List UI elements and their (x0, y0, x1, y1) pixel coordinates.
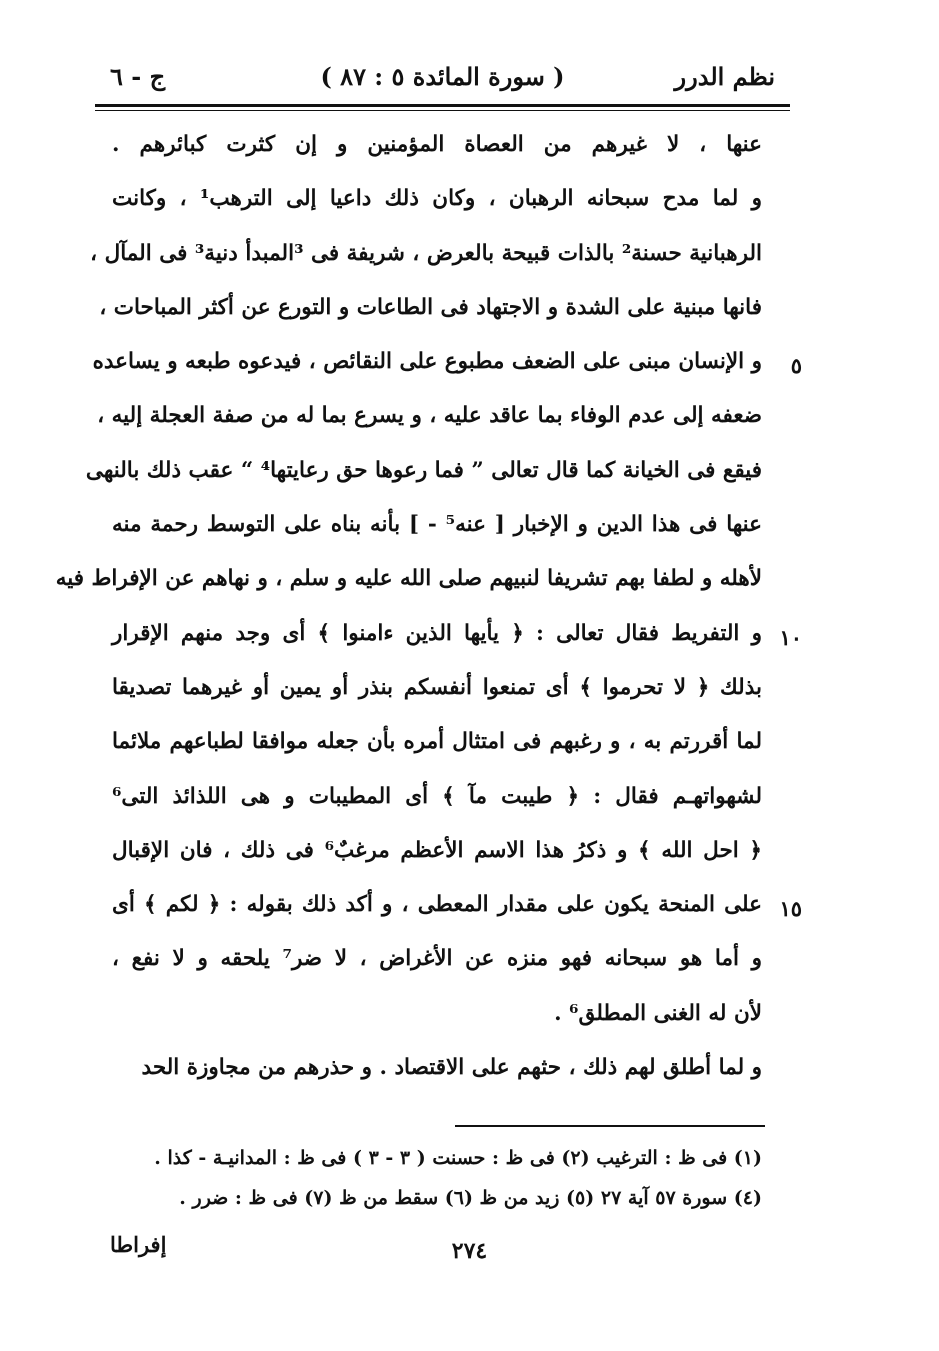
volume-number: ج - ٦ (110, 62, 166, 91)
text-line: و لما مدح سبحانه الرهبان ، وكان ذلك داعيا إلى الترهب¹ ، وكانت (112, 186, 762, 212)
header-rule-thick (95, 104, 790, 107)
text-line: لشهواتهـم فقال : ﴿ طيبت مآ ﴾ أى المطيبات و هى اللذائذ التى⁶ (112, 783, 762, 809)
text-line: عنها ، لا غيرهم من العصاة المؤمنين و إن كثرت كبائرهم . (112, 132, 762, 157)
text-line: ﴿ احل الله ﴾ و ذكرُ هذا الاسم الأعظم مرغبٌ⁶ فى ذلك ، فان الإقبال (112, 837, 762, 863)
footnote-line: (٤) سورة ٥٧ آية ٢٧ (٥) زيد من ظ (٦) سقط من ظ (٧) فى ظ : ضرر . (179, 1187, 762, 1209)
text-line: على المنحة يكون على مقدار المعطى ، و أكد ذلك بقوله : ﴿ لكم ﴾ أى (112, 892, 762, 918)
running-header (110, 58, 775, 102)
footnotes (112, 1138, 762, 1218)
text-line: و الإنسان مبنى على الضعف مطبوع على النقائص ، فيدعوه طبعه و يساعده (92, 349, 762, 375)
main-text (55, 118, 762, 1095)
text-line: عنها فى هذا الدين و الإخبار [ عنه⁵ - ] بأنه بناه على التوسط رحمة منه (112, 512, 762, 538)
text-line: ضعفه إلى عدم الوفاء بما عاقد عليه ، و يسرع بما له من صفة العجلة إليه ، (97, 403, 762, 429)
text-line: و أما هو سبحانه فهو منزه عن الأغراض ، لا ضر⁷ يلحقه و لا نفع ، (112, 946, 762, 972)
text-line: فانها مبنية على الشدة و الاجتهاد فى الطاعات و التورع عن أكثر المباحات ، (99, 294, 762, 320)
text-line: و لما أطلق لهم ذلك ، حثهم على الاقتصاد . و حذرهم من مجاوزة الحد (141, 1055, 762, 1081)
page-number: ٢٧٤ (451, 1238, 488, 1264)
text-line: فيقع فى الخيانة كما قال تعالى ” فما رعوها حق رعايتها⁴ “ عقب ذلك بالنهى (85, 457, 762, 483)
line-number-5: ٥ (790, 353, 802, 378)
line-number-10: ١٠ (779, 625, 802, 650)
line-number-15: ١٥ (779, 896, 802, 921)
text-line: بذلك ﴿ لا تحرموا ﴾ أى تمنعوا أنفسكم بنذر أو يمين أو غيرهما تصديقا (112, 674, 762, 700)
text-line: لأن له الغنى المطلق⁶ . (554, 1000, 762, 1026)
book-title: نظم الدرر (674, 62, 775, 91)
header-rule-thin (95, 110, 790, 111)
text-line: الرهبانية حسنة² بالذات قبيحة بالعرض ، شريفة فى ³المبدأ دنية³ فى المآل ، (90, 240, 762, 266)
footnote-line: (١) فى ظ : الترغيب (٢) فى ظ : حسنت ( ٣ - ٣ ) فى ظ : المدانيـة - كذا . (154, 1147, 762, 1169)
text-line: لما أقررتم به ، و رغبهم فى امتثال أمره بأن جعله موافقا لطباعهم ملائما (112, 729, 762, 755)
surah-reference: ( سورة المائدة ٥ : ٨٧ ) (320, 62, 565, 91)
text-line: لأهله و لطفا بهم تشريفا لنبيهم صلى الله عليه و سلم ، و نهاهم عن الإفراط فيه (55, 566, 762, 592)
footnote-rule (455, 1125, 765, 1127)
text-line: و التفريط فقال تعالى : ﴿ يأيها الذين ءامنوا ﴾ أى وجد منهم الإقرار (112, 620, 762, 646)
catchword: إفراطا (110, 1232, 167, 1257)
